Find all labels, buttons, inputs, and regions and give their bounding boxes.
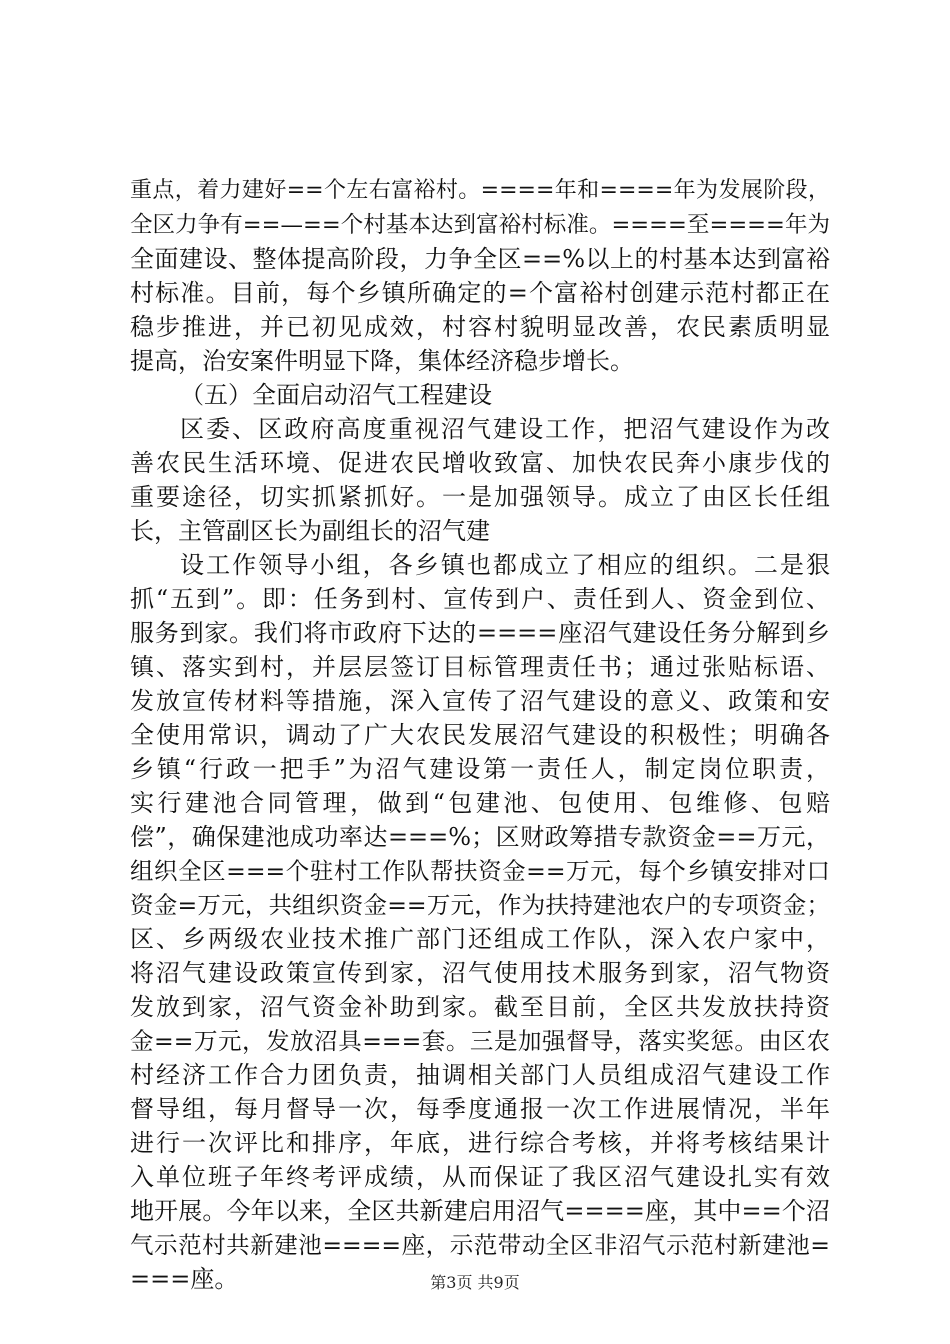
text-line: 区委、区政府高度重视沼气建设工作，把沼气建设作为改 (180, 415, 830, 443)
text-line: 地开展。今年以来，全区共新建启用沼气====座，其中==个沼 (130, 1197, 830, 1225)
text-line: 善农民生活环境、促进农民增收致富、加快农民奔小康步伐的 (130, 449, 830, 477)
text-line: 稳步推进，并已初见成效，村容村貌明显改善，农民素质明显 (130, 313, 830, 341)
text-line: 资金=万元，共组织资金==万元，作为扶持建池农户的专项资金； (130, 891, 830, 919)
text-line: 入单位班子年终考评成绩，从而保证了我区沼气建设扎实有效 (130, 1163, 830, 1191)
text-line: 全面建设、整体提高阶段，力争全区==%以上的村基本达到富裕 (130, 245, 830, 273)
text-line: 乡镇“行政一把手”为沼气建设第一责任人，制定岗位职责， (130, 755, 830, 783)
text-line: 服务到家。我们将市政府下达的====座沼气建设任务分解到乡 (130, 619, 830, 647)
section-heading: （五）全面启动沼气工程建设 (180, 381, 492, 409)
text-line: 偿”，确保建池成功率达===%；区财政筹措专款资金==万元， (130, 823, 830, 851)
text-line: 将沼气建设政策宣传到家，沼气使用技术服务到家，沼气物资 (130, 959, 830, 987)
text-line: 气示范村共新建池====座，示范带动全区非沼气示范村新建池= (130, 1231, 830, 1259)
text-line: 金==万元，发放沼具===套。三是加强督导，落实奖惩。由区农 (130, 1027, 830, 1055)
text-line: 重点，着力建好==个左右富裕村。====年和====年为发展阶段， (130, 178, 830, 203)
text-line: 区、乡两级农业技术推广部门还组成工作队，深入农户家中， (130, 925, 830, 953)
text-line: 村经济工作合力团负责，抽调相关部门人员组成沼气建设工作 (130, 1061, 830, 1089)
page-number: 第3页 共9页 (430, 1273, 520, 1292)
text-line: 设工作领导小组，各乡镇也都成立了相应的组织。二是狠 (180, 551, 830, 579)
text-line: 重要途径，切实抓紧抓好。一是加强领导。成立了由区长任组 (130, 483, 830, 511)
text-line: 镇、落实到村，并层层签订目标管理责任书；通过张贴标语、 (130, 653, 830, 681)
text-line: 全使用常识，调动了广大农民发展沼气建设的积极性；明确各 (130, 721, 830, 749)
text-line: ===座。 (130, 1265, 239, 1293)
text-line: 村标准。目前，每个乡镇所确定的=个富裕村创建示范村都正在 (130, 279, 830, 307)
text-line: 组织全区===个驻村工作队帮扶资金==万元，每个乡镇安排对口 (130, 857, 830, 885)
text-line: 发放宣传材料等措施，深入宣传了沼气建设的意义、政策和安 (130, 687, 830, 715)
text-line: 督导组，每月督导一次，每季度通报一次工作进展情况，半年 (130, 1095, 830, 1123)
text-line: 发放到家，沼气资金补助到家。截至目前，全区共发放扶持资 (130, 993, 830, 1021)
text-line: 抓“五到”。即：任务到村、宣传到户、责任到人、资金到位、 (130, 585, 830, 613)
document-body (130, 174, 830, 1296)
text-line: 全区力争有==—==个村基本达到富裕村标准。====至====年为 (130, 212, 830, 238)
text-line: 进行一次评比和排序，年底，进行综合考核，并将考核结果计 (130, 1129, 830, 1157)
text-line: 提高，治安案件明显下降，集体经济稳步增长。 (130, 347, 634, 375)
text-line: 实行建池合同管理，做到“包建池、包使用、包维修、包赔 (130, 789, 830, 817)
text-line: 长，主管副区长为副组长的沼气建 (130, 517, 490, 545)
